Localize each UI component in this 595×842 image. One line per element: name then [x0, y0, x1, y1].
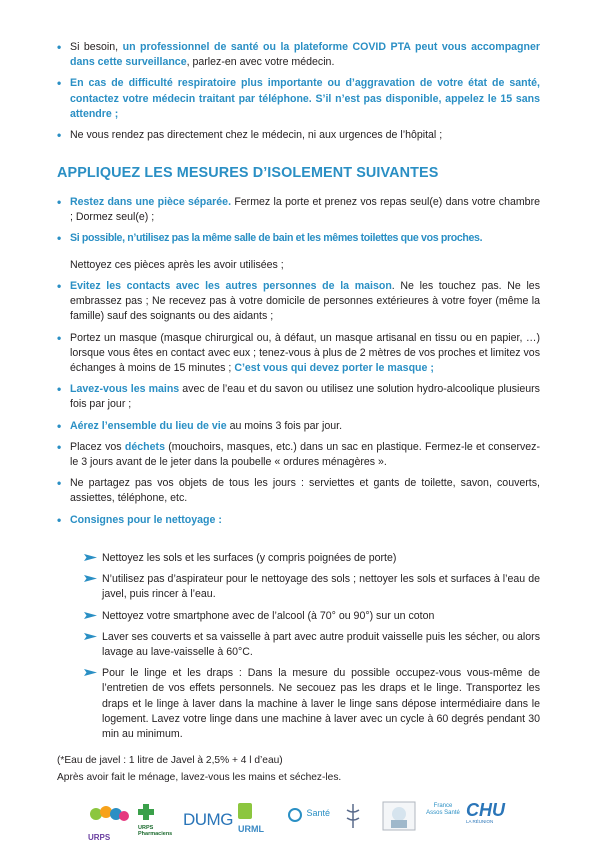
list-item — [102, 666, 540, 742]
list-item — [57, 439, 540, 470]
isolation-bullet-list-a — [57, 195, 540, 247]
bullet-dot-icon: • — [57, 476, 62, 491]
text-run: N’utilisez pas d’aspirateur pour le nettoyage des sols ; nettoyer les sols et surfaces à l’eau de javel, puis rincer à l’eau. — [102, 573, 540, 601]
text-run: avec de l’eau et du savon ou utilisez une solution hydro-alcoolique plusieurs fois par jour ; — [70, 383, 540, 411]
text-run: Ne partagez pas vos objets de tous les jours : serviettes et gants de toilette, savon, couverts, assiettes, téléphone, etc. — [70, 477, 540, 505]
highlight-text: Aérez l’ensemble du lieu de vie — [70, 419, 227, 432]
list-item — [102, 572, 540, 602]
footnote-javel: (*Eau de javel : 1 litre de Javel à 2,5% + 4 l d’eau) — [57, 755, 283, 766]
hospital-logo — [338, 802, 368, 835]
text-run: Si besoin, — [70, 41, 123, 53]
text-run: Laver ses couverts et sa vaisselle à part avec autre produit vaisselle puis les sécher, ou alors lavage au lave-vaisselle à 60°C. — [102, 630, 540, 659]
footnote-handwash: Après avoir fait le ménage, lavez-vous les mains et séchez-les. — [57, 772, 342, 783]
logo-text: URPS Pharmaciens — [138, 825, 173, 837]
text-run: Portez un masque (masque chirurgical ou, à défaut, un masque artisanal en tissu ou en papier, …) lorsque vous êtes en contact avec eux ; tenez-vous à plus de 2 mètres de vos proches et limitez vos échanges à moins de 15 minutes ; — [70, 331, 540, 375]
medical-illustration — [381, 800, 417, 837]
arrow-right-icon — [84, 553, 97, 562]
urml-logo — [238, 803, 264, 834]
highlight-text: En cas de difficulté respiratoire plus importante ou d’aggravation de votre état de santé, contactez votre médecin traitant par téléphone. S’il n’est pas disponible, appelez le 15 sans attendre ; — [70, 77, 540, 120]
urps-logo — [88, 802, 130, 842]
list-item — [57, 512, 540, 528]
list-item — [57, 382, 540, 412]
list-item — [102, 551, 540, 566]
partner-logos — [88, 800, 508, 842]
highlight-text: Lavez-vous les mains — [70, 383, 180, 396]
text-run: Nettoyez votre smartphone avec de l’alcool (à 70° ou 90°) sur un coton — [102, 609, 435, 622]
text-run: . Ne les touchez pas. Ne les embrassez pas ; Ne recevez pas à votre domicile de personnes extérieures à votre foyer (même la famille) sauf des soignants ou des aidants ; — [70, 280, 540, 323]
text-run: Placez vos — [70, 440, 125, 453]
intro-bullet-list — [57, 40, 541, 143]
cleaning-list — [102, 551, 540, 742]
list-item — [102, 630, 540, 660]
text-run: au moins 3 fois par jour. — [226, 419, 343, 432]
arrow-right-icon — [84, 668, 97, 677]
highlight-text: Si possible, n’utilisez pas la même salle de bain et les mêmes toilettes que vos proches. — [70, 232, 483, 245]
sante-swirl-icon — [288, 808, 302, 822]
bullet-dot-icon: • — [57, 40, 62, 54]
text-run: Pour le linge et les draps : Dans la mesure du possible occupez-vous vous-même de l’entretien de vos effets personnels. Ne secouez pas les draps et le linge. Transportez les draps et le linge à laver dans la machine à laver le linge sans dépose intermédiaire dans le logement. Lavez votre linge dans une machine à laver avec un cycle à 60 degrés pendant 30 min au minimum. — [102, 667, 540, 741]
list-item — [57, 330, 540, 377]
bullet-dot-icon: • — [57, 512, 62, 527]
sante-logo — [288, 808, 330, 827]
bullet-dot-icon: • — [57, 76, 62, 91]
bullet-dot-icon: • — [57, 439, 62, 454]
clean-note: Nettoyez ces pièces après les avoir utilisées ; — [70, 259, 284, 271]
logo-text: URPS — [88, 833, 111, 842]
highlight-text: un professionnel de santé ou la plateforme COVID PTA peut vous accompagner dans cette surveillance — [70, 41, 541, 69]
bullet-dot-icon: • — [57, 330, 62, 345]
list-item — [57, 476, 540, 506]
highlight-text: Evitez les contacts avec les autres personnes de la maison — [70, 280, 392, 292]
doctor-illustration-icon — [381, 800, 417, 832]
bullet-dot-icon: • — [57, 279, 62, 293]
highlight-text: déchets — [124, 440, 165, 453]
logo-text: URML — [238, 824, 264, 834]
bullet-dot-icon: • — [57, 195, 62, 209]
bullet-dot-icon: • — [57, 128, 62, 143]
urps-pharma-logo — [138, 804, 180, 837]
bullet-dot-icon: • — [57, 231, 61, 246]
pharmacy-cross-icon — [138, 804, 154, 820]
list-item — [57, 231, 540, 246]
bullet-dot-icon: • — [57, 418, 62, 433]
list-item — [57, 418, 540, 434]
list-item — [57, 40, 541, 70]
logo-text: CHU — [466, 800, 505, 820]
text-run: (mouchoirs, masques, etc.) dans un sac en plastique. Fermez-le et conservez-le 3 jours avant de le jeter dans la poubelle « ordures ménagères ». — [70, 440, 540, 469]
highlight-text: C’est vous qui devez porter le masque ; — [234, 362, 434, 375]
arrow-right-icon — [84, 611, 97, 620]
text-run: Nettoyez les sols et les surfaces (y compris poignées de porte) — [102, 552, 397, 564]
text-run: Fermez la porte et prenez vos repas seul(e) dans votre chambre ; Dormez seul(e) ; — [70, 196, 540, 224]
text-run: , parlez-en avec votre médecin. — [186, 56, 335, 69]
highlight-text: Consignes pour le nettoyage : — [70, 513, 222, 526]
caduceus-icon — [338, 802, 368, 830]
list-item — [57, 195, 540, 225]
chu-logo — [466, 800, 505, 824]
arrow-right-icon — [84, 632, 97, 641]
list-item — [57, 128, 540, 143]
urml-mark-icon — [238, 803, 252, 819]
logo-text: Santé — [306, 808, 330, 818]
list-item — [57, 76, 540, 122]
highlight-text: Restez dans une pièce séparée. — [70, 196, 232, 208]
arrow-right-icon — [84, 574, 97, 583]
bullet-dot-icon: • — [57, 382, 62, 397]
logo-subtext: LA RÉUNION — [466, 819, 494, 824]
list-item — [57, 279, 540, 325]
list-item — [102, 609, 540, 624]
urps-mark-icon — [88, 802, 130, 832]
text-run: Ne vous rendez pas directement chez le médecin, ni aux urgences de l’hôpital ; — [70, 129, 443, 142]
section-title: APPLIQUEZ LES MESURES D’ISOLEMENT SUIVANTES — [57, 165, 439, 181]
france-assos-logo: France Assos Santé — [426, 803, 460, 816]
dumg-logo: DUMG — [183, 810, 233, 829]
isolation-bullet-list-b — [57, 279, 540, 528]
